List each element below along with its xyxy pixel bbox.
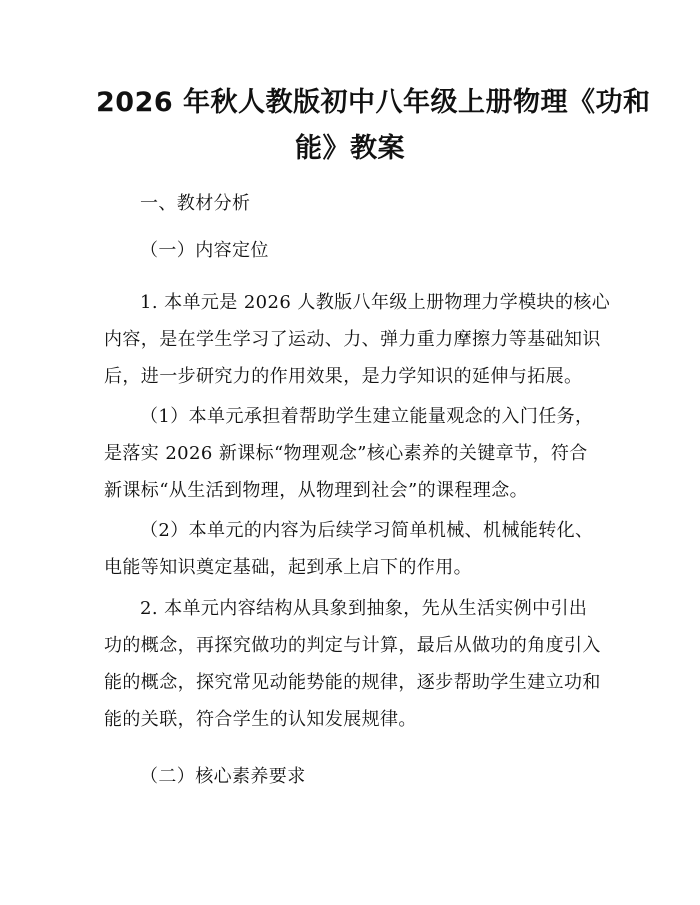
paragraph-line: （1）本单元承担着帮助学生建立能量观念的入门任务， bbox=[140, 406, 594, 427]
paragraph-line: 能的概念，探究常见动能势能的规律，逐步帮助学生建立功和 bbox=[104, 672, 601, 693]
title-line-1: 2026 年秋人教版初中八年级上册物理《功和 bbox=[96, 87, 651, 118]
subsection-heading-content-positioning: （一）内容定位 bbox=[140, 240, 269, 261]
paragraph-line: 电能等知识奠定基础，起到承上启下的作用。 bbox=[104, 557, 472, 578]
paragraph-line: 功的概念，再探究做功的判定与计算，最后从做功的角度引入 bbox=[104, 635, 601, 656]
subsection-heading-core-literacy-requirements: （二）核心素养要求 bbox=[140, 766, 306, 787]
paragraph-foundation-for-later-learning bbox=[104, 512, 598, 586]
paragraph-line: 2. 本单元内容结构从具象到抽象，先从生活实例中引出 bbox=[140, 598, 588, 619]
paragraph-line: 是落实 2026 新课标“物理观念”核心素养的关键章节，符合 bbox=[104, 443, 588, 464]
paragraph-content-structure bbox=[104, 590, 601, 738]
paragraph-line: （2）本单元的内容为后续学习简单机械、机械能转化、 bbox=[140, 520, 594, 541]
document-title bbox=[96, 80, 651, 172]
paragraph-line: 能的关联，符合学生的认知发展规律。 bbox=[104, 709, 417, 730]
paragraph-energy-concept-task bbox=[104, 398, 598, 509]
paragraph-line: 新课标“从生活到物理，从物理到社会”的课程理念。 bbox=[104, 480, 529, 501]
paragraph-unit-core-content bbox=[104, 284, 611, 395]
title-line-2: 能》教案 bbox=[295, 133, 405, 164]
paragraph-line: 1. 本单元是 2026 人教版八年级上册物理力学模块的核心 bbox=[140, 292, 611, 313]
section-heading-teaching-material-analysis: 一、教材分析 bbox=[140, 193, 251, 214]
paragraph-line: 内容，是在学生学习了运动、力、弹力重力摩擦力等基础知识 bbox=[104, 329, 601, 350]
paragraph-line: 后，进一步研究力的作用效果，是力学知识的延伸与拓展。 bbox=[104, 366, 583, 387]
